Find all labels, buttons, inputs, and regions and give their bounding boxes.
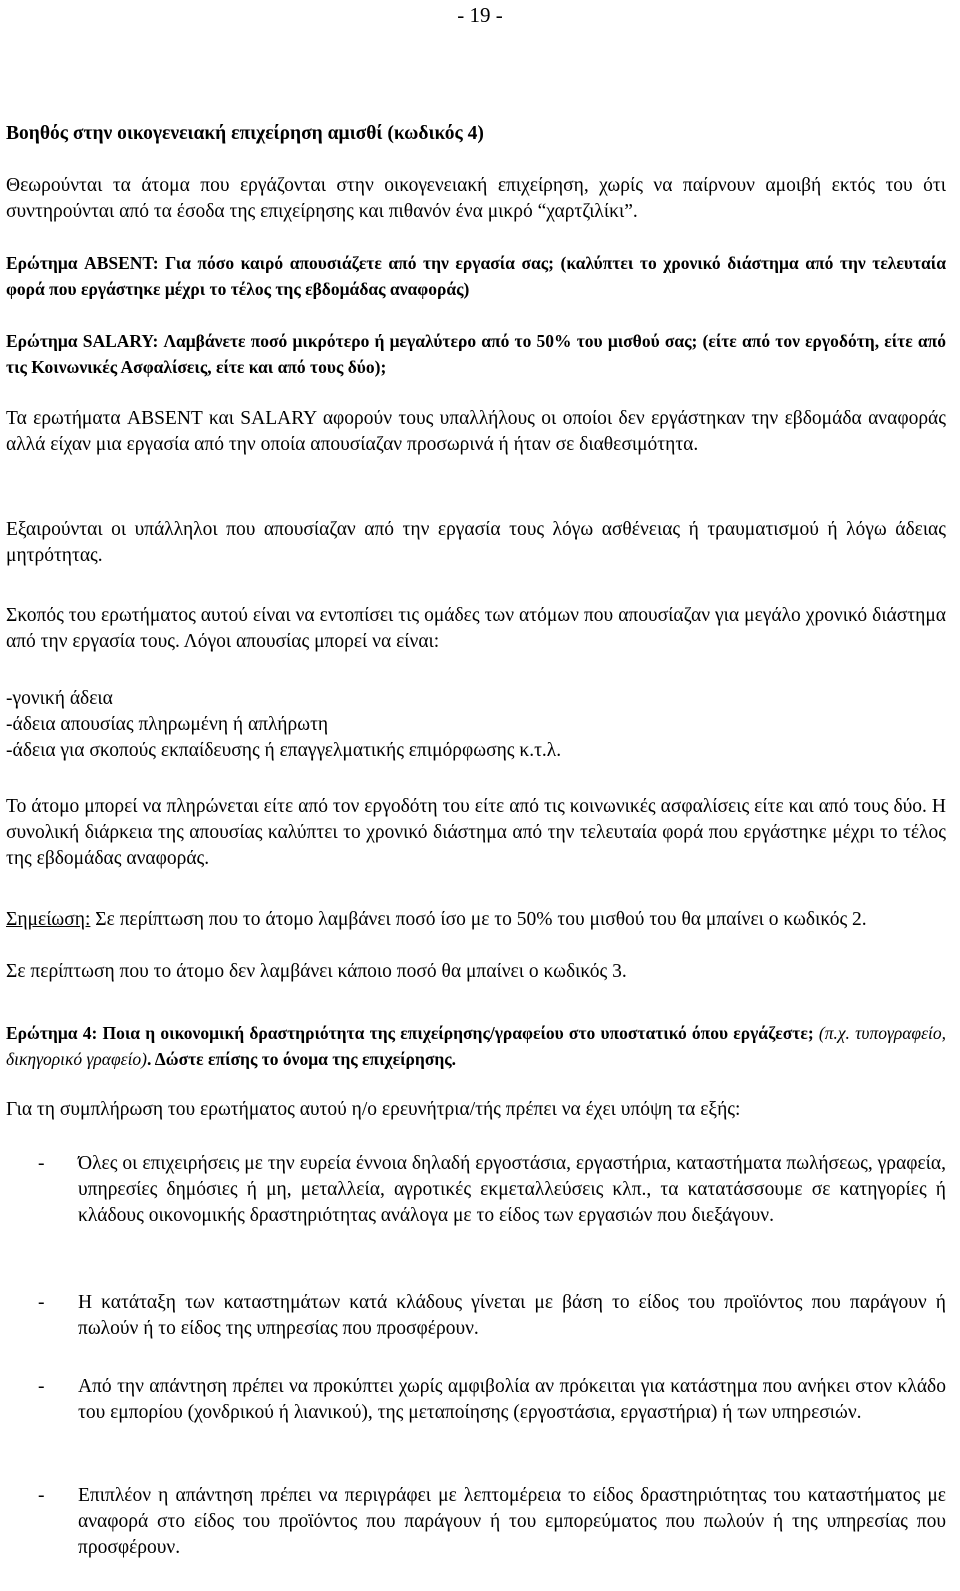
page-number: - 19 - bbox=[457, 3, 503, 27]
note-label: Σημείωση: bbox=[6, 909, 91, 930]
list-item bbox=[6, 1290, 946, 1342]
paragraph-purpose: Σκοπός του ερωτήματος αυτού είναι να εντοπίσει τις ομάδες των ατόμων που απουσίαζαν για μεγάλο χρονικό διάστημα από την εργασία τους. Λόγοι απουσίας μπορεί να είναι: bbox=[6, 605, 946, 652]
question-4-text: Ερώτημα 4: Ποια η οικονομική δραστηριότητα της επιχείρησης/γραφείου στο υποστατικό όπου εργάζεστε; bbox=[6, 1023, 819, 1043]
list-item bbox=[6, 1374, 946, 1426]
instruction-list bbox=[6, 1290, 946, 1342]
paragraph-family-helper: Θεωρούνται τα άτομα που εργάζονται στην οικογενειακή επιχείρηση, χωρίς να παίρνουν αμοιβή εκτός του ότι συντηρούνται από τα έσοδα της επιχείρησης και πιθανόν ένα μικρό “χαρτζιλίκι”. bbox=[6, 175, 946, 222]
list-dash: - bbox=[38, 1292, 45, 1313]
instruction-list bbox=[6, 1151, 946, 1229]
paragraph-paid: Το άτομο μπορεί να πληρώνεται είτε από τον εργοδότη του είτε από τις κοινωνικές ασφαλίσεις είτε και από τους δύο. Η συνολική διάρκεια της απουσίας καλύπτει το χρονικό διάστημα από την τελευταία φορά που εργάστηκε μέχρι το τέλος της εβδομάδας αναφοράς. bbox=[6, 796, 946, 869]
paragraph-excluded: Εξαιρούνται οι υπάλληλοι που απουσίαζαν από την εργασία τους λόγω ασθένειας ή τραυματισμού ή λόγω άδειας μητρότητας. bbox=[6, 519, 946, 566]
list-dash: - bbox=[38, 1376, 45, 1397]
reason-item: -άδεια για σκοπούς εκπαίδευσης ή επαγγελματικής επιμόρφωσης κ.τ.λ. bbox=[6, 740, 562, 761]
list-item bbox=[6, 1151, 946, 1229]
instruction-list bbox=[6, 1374, 946, 1426]
question-4 bbox=[6, 1020, 946, 1072]
question-absent: Ερώτημα ABSENT: Για πόσο καιρό απουσιάζετε από την εργασία σας; (καλύπτει το χρονικό διάστημα από την τελευταία φορά που εργάστηκε μέχρι το τέλος της εβδομάδας αναφοράς) bbox=[6, 253, 946, 299]
list-item-text: Επιπλέον η απάντηση πρέπει να περιγράφει με λεπτομέρεια το είδος δραστηριότητας του καταστήματος με αναφορά στο είδος του προϊόντος που παράγουν ή του εμπορεύματος που πωλούν ή της υπηρεσίας που προσφέρουν. bbox=[78, 1485, 946, 1558]
list-item-text: Όλες οι επιχειρήσεις με την ευρεία έννοια δηλαδή εργοστάσια, εργαστήρια, καταστήματα πωλήσεως, γραφεία, υπηρεσίες δημόσιες ή μη, μεταλλεία, αγροτικές εκμεταλλεύσεις κλπ., τα κατατάσσουμε σε κατηγορίες ή κλάδους οικονομικής δραστηριότητας ανάλογα με το είδος των εργασιών που διεξάγουν. bbox=[78, 1153, 946, 1226]
paragraph-instructions: Για τη συμπλήρωση του ερωτήματος αυτού η/ο ερευνήτρια/τής πρέπει να έχει υπόψη τα εξής: bbox=[6, 1099, 741, 1120]
list-item bbox=[6, 1483, 946, 1561]
instruction-list bbox=[6, 1483, 946, 1561]
section-heading: Βοηθός στην οικογενειακή επιχείρηση αμισθί (κωδικός 4) bbox=[6, 123, 484, 144]
list-item-text: Η κατάταξη των καταστημάτων κατά κλάδους γίνεται με βάση το είδος του προϊόντος που παράγουν ή πωλούν ή το είδος της υπηρεσίας που προσφέρουν. bbox=[78, 1292, 946, 1339]
question-4-example: (π.χ. τυπογραφείο, δικηγορικό γραφείο) bbox=[6, 1023, 947, 1069]
note bbox=[6, 907, 946, 933]
reason-item: -γονική άδεια bbox=[6, 688, 113, 709]
list-dash: - bbox=[38, 1153, 45, 1174]
note-text: Σε περίπτωση που το άτομο λαμβάνει ποσό ίσο με το 50% του μισθού του θα μπαίνει ο κωδικός 2. bbox=[90, 909, 867, 930]
list-dash: - bbox=[38, 1485, 45, 1506]
question-salary: Ερώτημα SALARY: Λαμβάνετε ποσό μικρότερο ή μεγαλύτερο από το 50% του μισθού σας; (είτε από τον εργοδότη, είτε από τις Κοινωνικές Ασφαλίσεις, είτε και από τους δύο); bbox=[6, 331, 946, 377]
list-item-text: Από την απάντηση πρέπει να προκύπτει χωρίς αμφιβολία αν πρόκειται για κατάστημα που ανήκει στον κλάδο του εμπορίου (χονδρικού ή λιανικού), της μεταποίησης (εργοστάσια, εργαστήρια) ή των υπηρεσιών. bbox=[78, 1376, 946, 1423]
paragraph-absent-salary: Τα ερωτήματα ABSENT και SALARY αφορούν τους υπαλλήλους οι οποίοι δεν εργάστηκαν την εβδομάδα αναφοράς αλλά είχαν μια εργασία από την οποία απουσίαζαν προσωρινά ή ήταν σε διαθεσιμότητα. bbox=[6, 408, 946, 455]
note-second: Σε περίπτωση που το άτομο δεν λαμβάνει κάποιο ποσό θα μπαίνει ο κωδικός 3. bbox=[6, 961, 627, 982]
reasons-list bbox=[6, 686, 946, 764]
reason-item: -άδεια απουσίας πληρωμένη ή απλήρωτη bbox=[6, 714, 329, 735]
question-4-end: . Δώστε επίσης το όνομα της επιχείρησης. bbox=[147, 1049, 457, 1069]
